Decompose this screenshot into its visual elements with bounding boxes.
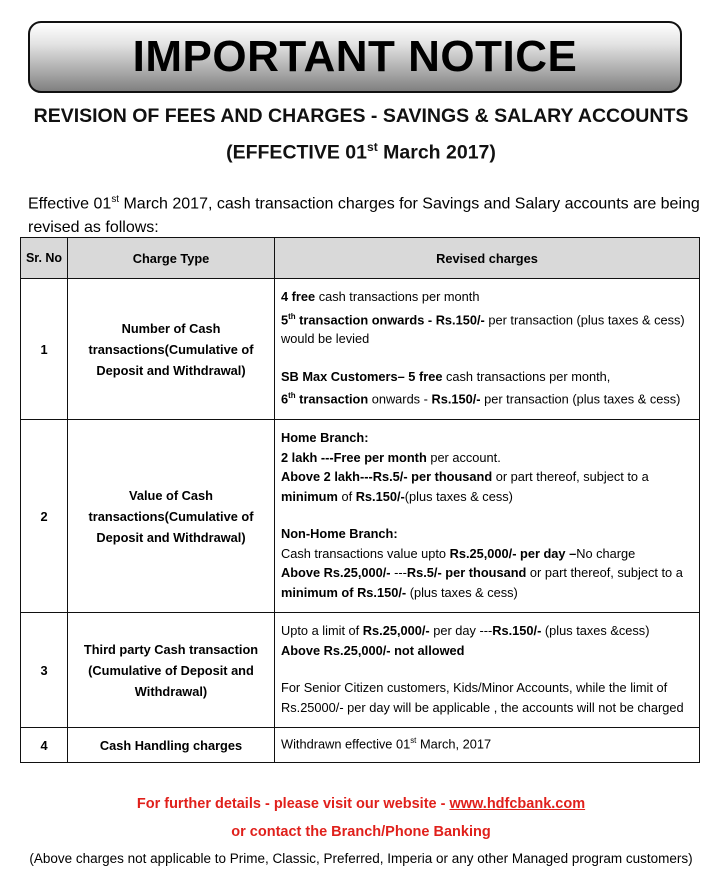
row-sr-no: 1 (21, 279, 68, 420)
website-notice: For further details - please visit our website - www.hdfcbank.com (136, 796, 586, 812)
notice-heading: REVISION OF FEES AND CHARGES - SAVINGS & SALARY ACCOUNTS (33, 105, 689, 127)
contact-notice: or contact the Branch/Phone Banking (231, 824, 491, 840)
header-charge-type: Charge Type (68, 238, 275, 279)
row-sr-no: 4 (21, 728, 68, 763)
effective-date-heading: (EFFECTIVE 01st March 2017) (226, 140, 496, 164)
row-charge-type: Value of Cash transactions(Cumulative of Deposit and Withdrawal) (68, 420, 275, 613)
row-charge-type: Cash Handling charges (68, 728, 275, 763)
row-revised-charges: Home Branch: 2 lakh ---Free per month per account. Above 2 lakh---Rs.5/- per thousand or part thereof, subject to a minimum of Rs.150/-(plus taxes & cess) Non-Home Branch: Cash transactions value upto Rs.25,000/- per day –No charge Above Rs.25,000/- ---Rs.5/- per thousand or part thereof, subject to a minimum of Rs.150/- (plus taxes & cess) (275, 420, 700, 613)
row-charge-type: Third party Cash transaction (Cumulative of Deposit and Withdrawal) (68, 613, 275, 728)
table-row (21, 728, 700, 763)
table-row (21, 420, 700, 613)
charges-table (20, 237, 700, 763)
row-charge-type: Number of Cash transactions(Cumulative of Deposit and Withdrawal) (68, 279, 275, 420)
notice-banner (28, 21, 682, 93)
website-link[interactable]: www.hdfcbank.com (449, 796, 586, 812)
row-revised-charges: Withdrawn effective 01st March, 2017 (275, 728, 700, 763)
header-sr-no: Sr. No (21, 238, 68, 279)
row-revised-charges: 4 free cash transactions per month 5th transaction onwards - Rs.150/- per transaction (plus taxes & cess) would be levied SB Max Customers– 5 free cash transactions per month, 6th transaction onwards - Rs.150/- per transaction (plus taxes & cess) (275, 279, 700, 420)
table-header-row (21, 238, 700, 279)
row-sr-no: 2 (21, 420, 68, 613)
table-row (21, 279, 700, 420)
row-revised-charges: Upto a limit of Rs.25,000/- per day ---Rs.150/- (plus taxes &cess) Above Rs.25,000/- not allowed For Senior Citizen customers, Kids/Minor Accounts, while the limit of Rs.25000/- per day will be applicable , the accounts will not be charged (275, 613, 700, 728)
exclusion-note: (Above charges not applicable to Prime, Classic, Preferred, Imperia or any other Managed program customers) (29, 851, 693, 866)
banner-title: IMPORTANT NOTICE (132, 32, 578, 81)
intro-paragraph: Effective 01st March 2017, cash transaction charges for Savings and Salary accounts are being revised as follows: (28, 194, 700, 237)
header-revised-charges: Revised charges (275, 238, 700, 279)
table-row (21, 613, 700, 728)
row-sr-no: 3 (21, 613, 68, 728)
